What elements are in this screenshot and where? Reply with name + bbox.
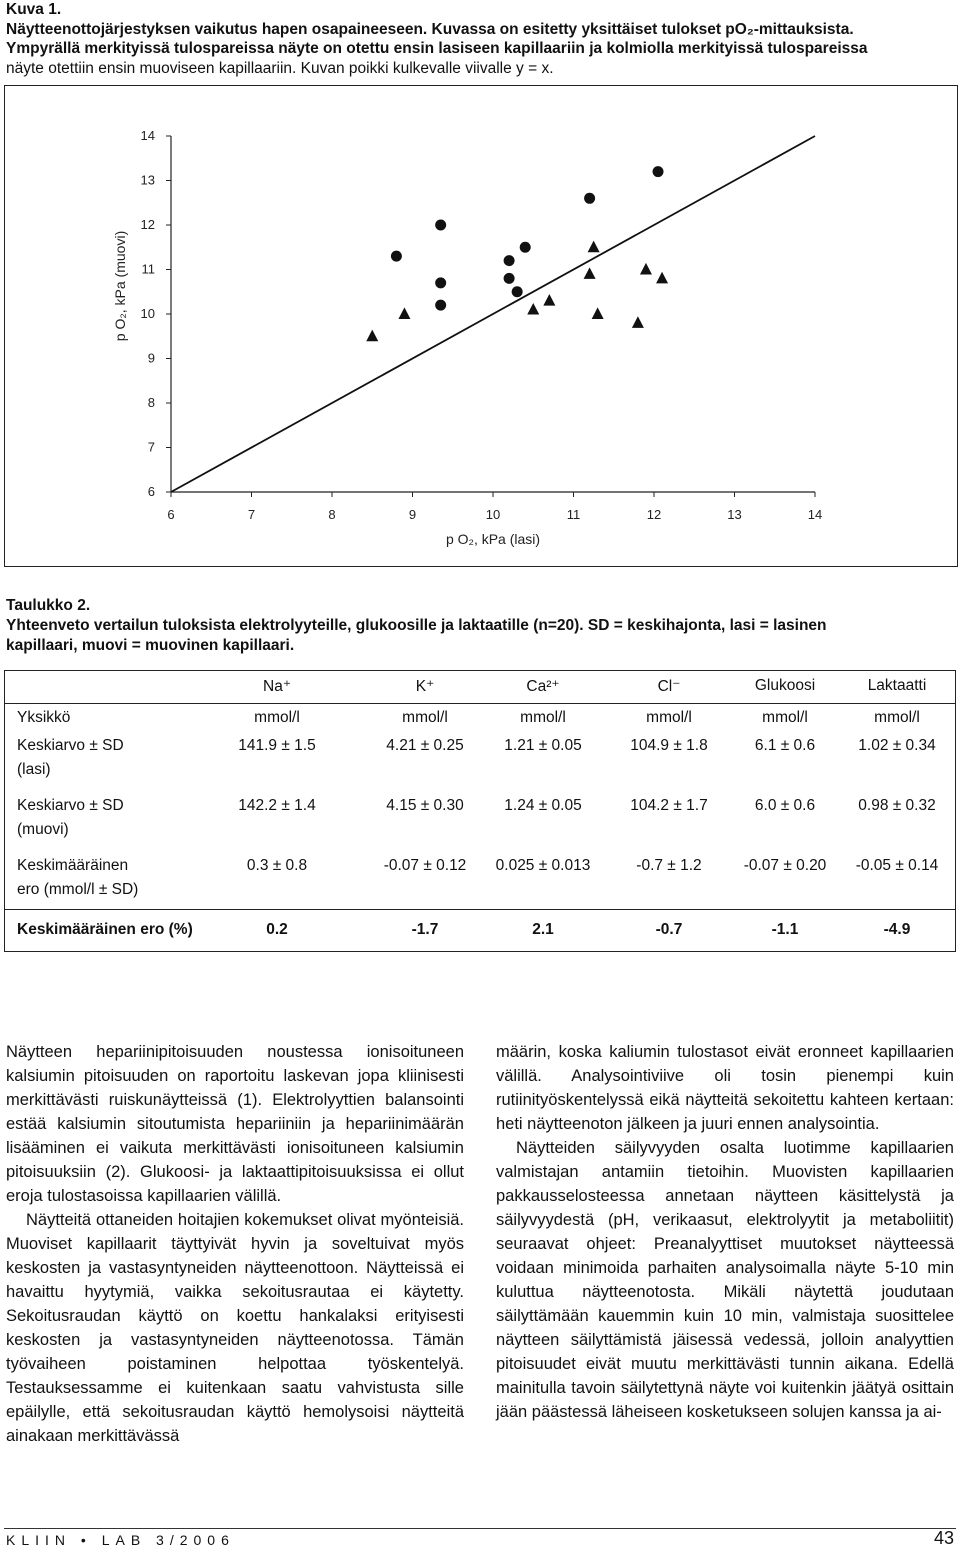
column-header: Glukoosi bbox=[754, 677, 816, 694]
triangle-point bbox=[543, 294, 555, 306]
total-row-cell: 0.2 bbox=[266, 921, 288, 938]
table-cell: mmol/l bbox=[254, 709, 300, 726]
page-number: 43 bbox=[933, 1528, 954, 1548]
row-label: Keskiarvo ± SD bbox=[17, 737, 124, 754]
y-tick-label: 13 bbox=[140, 172, 155, 188]
chart-frame bbox=[4, 85, 958, 567]
row-label-sub: ero (mmol/l ± SD) bbox=[17, 881, 139, 898]
row-label: Keskimääräinen bbox=[17, 857, 129, 874]
row-label: Keskiarvo ± SD bbox=[17, 797, 124, 814]
triangle-point bbox=[366, 330, 378, 342]
triangle-point bbox=[656, 272, 668, 284]
journal-name: KLIIN • LAB 3/2006 bbox=[6, 1532, 235, 1548]
table-caption bbox=[6, 596, 954, 656]
triangle-point bbox=[632, 316, 644, 328]
y-tick-label: 8 bbox=[147, 395, 155, 410]
y-tick-label: 12 bbox=[140, 217, 155, 232]
total-row-cell: 2.1 bbox=[532, 921, 554, 938]
table-label: Taulukko 2. bbox=[6, 597, 91, 614]
table-rule bbox=[5, 703, 955, 704]
table-cell: -0.7 ± 1.2 bbox=[636, 857, 702, 874]
body-paragraph: Näytteen hepariinipitoisuuden noustessa ionisoituneen kalsiumin pitoisuuden on raportoitu laskevan jopa kliinisesti merkittävästi ruiskunäytteissä (1). Elektrolyyttien balansointi estää kalsiumin sitoutumista hepariiniin ja hepariinimäärän lisääminen ei vaikuta merkittävästi ionisoituneen kalsiumin pitoisuuksiin (2). Glukoosi- ja laktaattipitoisuuksissa ei ollut eroja tulostasoissa kapillaarien välillä. bbox=[6, 1043, 464, 1205]
table-cell: mmol/l bbox=[874, 709, 920, 726]
table-rule bbox=[5, 909, 955, 910]
y-tick-label: 9 bbox=[147, 350, 155, 366]
table-cell: 141.9 ± 1.5 bbox=[238, 737, 316, 754]
table-cell: 4.21 ± 0.25 bbox=[386, 737, 464, 754]
footer-rule bbox=[4, 1528, 956, 1529]
column-header: Cl⁻ bbox=[657, 678, 681, 695]
table-cell: -0.07 ± 0.12 bbox=[383, 857, 467, 874]
x-tick-label: 11 bbox=[566, 507, 581, 522]
circle-point bbox=[504, 255, 515, 266]
x-tick-label: 7 bbox=[247, 507, 256, 522]
figure-label: Kuva 1. bbox=[6, 1, 62, 18]
triangle-point bbox=[527, 303, 539, 315]
total-row-cell: -1.1 bbox=[771, 921, 799, 938]
table-cell: 0.98 ± 0.32 bbox=[858, 797, 936, 814]
column-header: Na⁺ bbox=[263, 678, 291, 695]
figure-caption-line: Ympyrällä merkityissä tulospareissa näyte on otettu ensin lasiseen kapillaariin ja kolmiolla merkityissä tulospareissa bbox=[6, 40, 868, 57]
table-cell: 142.2 ± 1.4 bbox=[238, 797, 316, 814]
circle-point bbox=[520, 242, 531, 253]
circle-point bbox=[435, 220, 446, 231]
row-label-sub: (muovi) bbox=[17, 821, 69, 838]
triangle-point bbox=[592, 307, 604, 319]
y-tick-label: 7 bbox=[147, 439, 155, 455]
x-tick-label: 12 bbox=[646, 507, 662, 522]
table-cell: 6.1 ± 0.6 bbox=[754, 737, 816, 754]
triangle-point bbox=[588, 241, 600, 253]
table-cell: mmol/l bbox=[762, 709, 808, 726]
x-axis-label: p O₂, kPa (lasi) bbox=[445, 531, 541, 547]
table-caption-line: Yhteenveto vertailun tuloksista elektrolyyteille, glukoosille ja laktaatille (n=20). SD = keskihajonta, lasi = lasinen bbox=[6, 617, 827, 634]
y-tick-label: 10 bbox=[140, 306, 155, 321]
x-tick-label: 8 bbox=[328, 507, 336, 522]
y-tick-label: 6 bbox=[147, 484, 155, 499]
total-row-cell: -1.7 bbox=[411, 921, 439, 938]
figure-caption-line: Näytteenottojärjestyksen vaikutus hapen osapaineeseen. Kuvassa on esitetty yksittäiset tulokset pO₂-mittauksista. bbox=[6, 20, 854, 38]
circle-point bbox=[435, 277, 446, 288]
table-cell: 0.3 ± 0.8 bbox=[246, 857, 308, 874]
row-label: Yksikkö bbox=[17, 709, 71, 726]
total-row-cell: -0.7 bbox=[655, 921, 683, 938]
circle-point bbox=[653, 166, 664, 177]
circle-point bbox=[504, 273, 515, 284]
table-cell: 4.15 ± 0.30 bbox=[386, 797, 464, 814]
x-tick-label: 13 bbox=[727, 507, 742, 522]
triangle-point bbox=[398, 307, 410, 319]
body-paragraph: Näytteiden säilyvyyden osalta luotimme kapillaarien valmistajan antamiin tietoihin. Muovisten kapillaarien pakkausselosteessa annetaan näytteen käsittelystä ja säilyvyydestä (pH, verikaasut, elektrolyytit ja metaboliitit) seuraavat ohjeet: Preanalyyttiset muutokset näytteessä voidaan minimoida parhaiten analysoimalla näyte 5-10 min kuluttua näytteenotosta. Mikäli näytettä joudutaan säilyttämään kauemmin kuin 10 min, valmistaja suosittelee näytteen säilyttämistä jäisessä vedessä, jolloin analyyttien pitoisuudet eivät muutu merkittävästi tunnin aikana. Edellä mainitulla tavoin säilytettynä näyte voi kuitenkin jäätyä osittain jään päästessä läheiseen kosketukseen solujen kanssa ja ai- bbox=[496, 1139, 954, 1421]
data-table bbox=[4, 670, 956, 952]
x-tick-label: 14 bbox=[807, 507, 823, 522]
row-label-sub: (lasi) bbox=[17, 761, 51, 778]
body-column-right bbox=[496, 1040, 954, 1424]
identity-line bbox=[171, 136, 815, 492]
body-paragraph: määrin, koska kaliumin tulostasot eivät eronneet kapillaarien välillä. Analysointiviive oli tosin pienempi kuin rutiinityöskentelyssä eikä näytteitä sekoitettu kahteen kertaan: heti näytteenoton jälkeen ja juuri ennen analysointia. bbox=[496, 1043, 954, 1133]
table-cell: -0.07 ± 0.20 bbox=[743, 857, 827, 874]
y-tick-label: 14 bbox=[140, 128, 155, 143]
table-cell: 6.0 ± 0.6 bbox=[754, 797, 816, 814]
total-row-cell: -4.9 bbox=[883, 921, 911, 938]
table-cell: 1.24 ± 0.05 bbox=[504, 797, 582, 814]
table-cell: 1.02 ± 0.34 bbox=[858, 737, 936, 754]
body-column-left bbox=[6, 1040, 464, 1448]
figure-caption-line: näyte otettiin ensin muoviseen kapillaariin. Kuvan poikki kulkevalle viivalle y = x. bbox=[6, 59, 554, 77]
table-caption-line: kapillaari, muovi = muovinen kapillaari. bbox=[6, 637, 295, 654]
circle-point bbox=[512, 286, 523, 297]
circle-point bbox=[584, 193, 595, 204]
table-cell: -0.05 ± 0.14 bbox=[855, 857, 939, 874]
triangle-point bbox=[640, 263, 652, 275]
column-header: Laktaatti bbox=[867, 677, 927, 694]
x-tick-label: 9 bbox=[408, 507, 417, 522]
column-header: K⁺ bbox=[415, 678, 435, 695]
table-cell: mmol/l bbox=[402, 709, 448, 726]
x-tick-label: 6 bbox=[167, 507, 175, 522]
circle-point bbox=[435, 300, 446, 311]
table-cell: mmol/l bbox=[520, 709, 566, 726]
x-tick-label: 10 bbox=[485, 507, 501, 522]
figure-caption bbox=[6, 0, 954, 78]
body-paragraph: Näytteitä ottaneiden hoitajien kokemukset olivat myönteisiä. Muoviset kapillaarit täyttyivät hyvin ja soveltuivat myös keskosten ja vastasyntyneiden näytteenottoon. Näytteissä ei havaittu hyytymiä, vaikka sekoitusrautaa ei käytetty. Sekoitusraudan käyttö on koettu hankalaksi erityisesti keskosten ja vastasyntyneiden näytteenotossa. Tämän työvaiheen poistaminen helpottaa työskentelyä. Testauksessamme ei kuitenkaan saatu vahvistusta sille epäilylle, että sekoitusraudan käyttö hemolysoisi näytteitä ainakaan merkittävässä bbox=[6, 1211, 464, 1445]
table-cell: 1.21 ± 0.05 bbox=[504, 737, 582, 754]
table-cell: mmol/l bbox=[646, 709, 692, 726]
y-axis-label: p O₂, kPa (muovi) bbox=[112, 230, 128, 342]
column-header: Ca²⁺ bbox=[526, 678, 560, 695]
y-tick-label: 11 bbox=[141, 261, 155, 277]
table-cell: 104.9 ± 1.8 bbox=[630, 737, 708, 754]
total-row-label: Keskimääräinen ero (%) bbox=[17, 921, 193, 938]
table-cell: 104.2 ± 1.7 bbox=[630, 797, 708, 814]
scatter-chart bbox=[5, 86, 957, 566]
circle-point bbox=[391, 251, 402, 262]
triangle-point bbox=[584, 267, 596, 279]
table-cell: 0.025 ± 0.013 bbox=[495, 857, 591, 874]
